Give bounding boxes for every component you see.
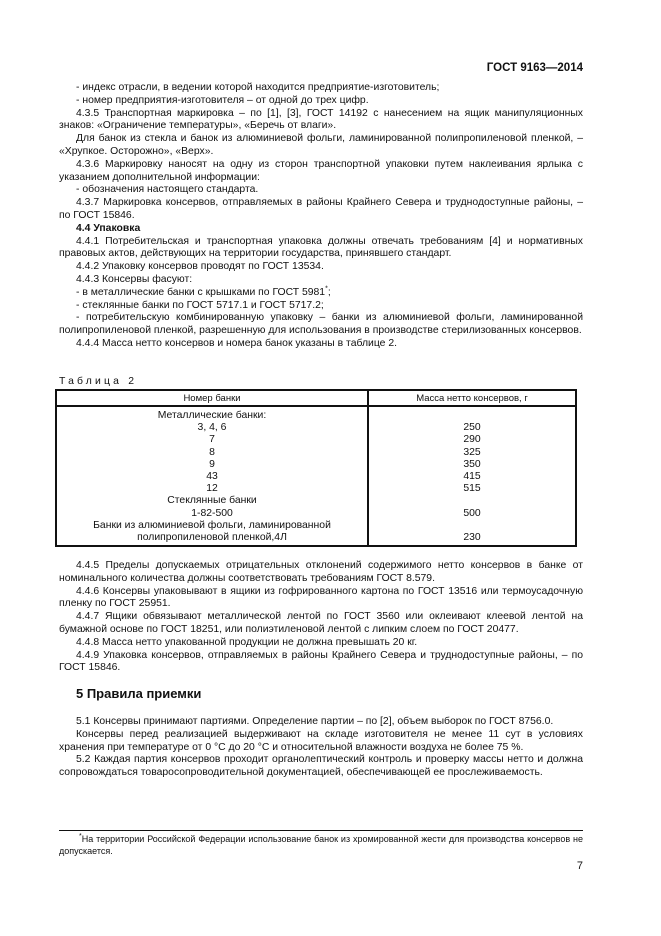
cell-can: 7: [56, 434, 368, 446]
cell-can: Металлические банки:: [56, 406, 368, 422]
cell-mass: [368, 495, 576, 507]
cell-mass: [368, 520, 576, 532]
footnote: [59, 833, 583, 857]
table-row: [56, 447, 576, 459]
cell-mass: [368, 406, 576, 422]
cell-mass: 230: [463, 532, 481, 544]
cell-mass: 500: [463, 507, 481, 519]
paragraph: 5.2 Каждая партия консервов проходит органолептический контроль и проверку массы нетто и должна сопровождаться товаросопроводительной документацией, обеспечивающей ее прослеживаемость.: [59, 754, 583, 779]
cell-can: 43: [56, 471, 368, 483]
paragraph: 4.3.6 Маркировку наносят на одну из сторон транспортной упаковки путем наклеивания ярлыка с указанием дополнительной информации:: [59, 158, 583, 183]
cell-can: полипропиленовой пленкой,4Л: [56, 532, 368, 546]
paragraph: - номер предприятия-изготовителя – от одной до трех цифр.: [76, 94, 369, 106]
item-text: - в металлические банки с крышками по ГОСТ 5981: [76, 286, 326, 298]
paragraph: 4.4.7 Ящики обвязывают металлической лентой по ГОСТ 3560 или оклеивают клеевой лентой на бумажной основе по ГОСТ 18251, или полиэтиленовой лентой с липким слоем по ГОСТ 20477.: [59, 611, 583, 635]
paragraph: 4.4.6 Консервы упаковывают в ящики из гофрированного картона по ГОСТ 13516 или термоусадочную пленку по ГОСТ 25951.: [59, 585, 583, 610]
paragraph: 4.4.8 Масса нетто упакованной продукции не должна превышать 20 кг.: [76, 636, 418, 648]
paragraph: 4.4.5 Пределы допускаемых отрицательных отклонений содержимого нетто консервов в банке от номинального количества должны соответствовать требованиям ГОСТ 8.579.: [59, 560, 583, 584]
section-5-heading: 5 Правила приемки: [76, 686, 202, 701]
cell-mass: 290: [463, 434, 481, 446]
paragraph: 4.4.9 Упаковка консервов, отправляемых в районы Крайнего Севера и труднодоступные районы, – по ГОСТ 15846.: [59, 649, 583, 674]
table-row: [56, 471, 576, 483]
table-header-row: [56, 390, 576, 406]
footnote-marker: *: [79, 833, 82, 840]
paragraph: - индекс отрасли, в ведении которой находится предприятие-изготовитель;: [76, 82, 440, 93]
cell-mass: 350: [463, 458, 481, 470]
cell-can: Стеклянные банки: [56, 495, 368, 507]
table-row: [56, 520, 576, 532]
paragraph: - потребительскую комбинированную упаковку – банки из алюминиевой фольги, ламинированной полипропиленовой пленкой, разрешенную для использования в производстве стерилизованных консервов.: [59, 312, 583, 337]
cell-can: 9: [56, 459, 368, 471]
table-row: [56, 508, 576, 520]
paragraph: - обозначения настоящего стандарта.: [76, 184, 259, 196]
cell-mass: 415: [463, 471, 481, 483]
table-row: [56, 459, 576, 471]
cell-can: Банки из алюминиевой фольги, ламинированной: [56, 520, 368, 532]
paragraph: 4.4.3 Консервы фасуют:: [76, 273, 193, 285]
item-tail: ;: [327, 286, 331, 298]
paragraph: Консервы перед реализацией выдерживают на складе изготовителя не менее 11 сут в условиях хранения при температуре от 0 °С до 20 °С и относительной влажности воздуха не более 75 %.: [59, 728, 583, 753]
paragraph: 5.1 Консервы принимают партиями. Определение партии – по [2], объем выборок по ГОСТ 8756.0.: [76, 716, 554, 727]
paragraph: 4.3.7 Маркировка консервов, отправляемых в районы Крайнего Севера и труднодоступные районы, – по ГОСТ 15846.: [59, 197, 583, 221]
cell-can: 12: [56, 483, 368, 495]
column-header-net-mass: Масса нетто консервов, г: [368, 390, 576, 406]
page-number: 7: [576, 860, 583, 872]
table-row: [56, 406, 576, 422]
section-4-continued: [59, 560, 583, 675]
table-row: [56, 483, 576, 495]
cell-mass: 515: [463, 483, 481, 495]
table-row: [56, 422, 576, 434]
section-5-text: [59, 716, 583, 780]
section-4-text: [59, 82, 583, 351]
footnote-marker[interactable]: *: [325, 285, 328, 293]
cell-can: 1-82-500: [56, 508, 368, 520]
table-2: [55, 389, 577, 547]
table-row: [56, 434, 576, 446]
paragraph: 4.4.4 Масса нетто консервов и номера банок указаны в таблице 2.: [76, 337, 397, 349]
footnote-text: На территории Российской Федерации использование банок из хромированной жести для производства консервов не допускается.: [59, 834, 583, 856]
cell-can: 8: [56, 447, 368, 459]
cell-mass: 250: [463, 422, 481, 434]
table-row: [56, 532, 576, 546]
paragraph: - стеклянные банки по ГОСТ 5717.1 и ГОСТ 5717.2;: [76, 299, 324, 311]
footnote-divider: [59, 830, 583, 831]
paragraph: Для банок из стекла и банок из алюминиевой фольги, ламинированной полипропиленовой пленкой, – «Хрупкое. Осторожно», «Верх».: [59, 133, 583, 157]
subsection-heading: 4.4 Упаковка: [76, 222, 141, 234]
paragraph-with-footnote: [59, 287, 583, 300]
document-code-header: ГОСТ 9163—2014: [486, 62, 583, 74]
paragraph: 4.4.2 Упаковку консервов проводят по ГОСТ 13534.: [76, 261, 324, 273]
cell-mass: 325: [463, 446, 481, 458]
cell-can: 3, 4, 6: [56, 422, 368, 434]
paragraph: 4.4.1 Потребительская и транспортная упаковка должны отвечать требованиям [4] и нормативных правовых актов, действующих на территории государства, принявшего стандарт.: [59, 235, 583, 260]
table-caption: Таблица 2: [59, 376, 138, 387]
paragraph: 4.3.5 Транспортная маркировка – по [1], [3], ГОСТ 14192 с нанесением на ящик манипуляционных знаков: «Ограничение температуры», «Беречь от влаги».: [59, 107, 583, 132]
column-header-can-number: Номер банки: [56, 390, 368, 406]
table-row: [56, 495, 576, 507]
